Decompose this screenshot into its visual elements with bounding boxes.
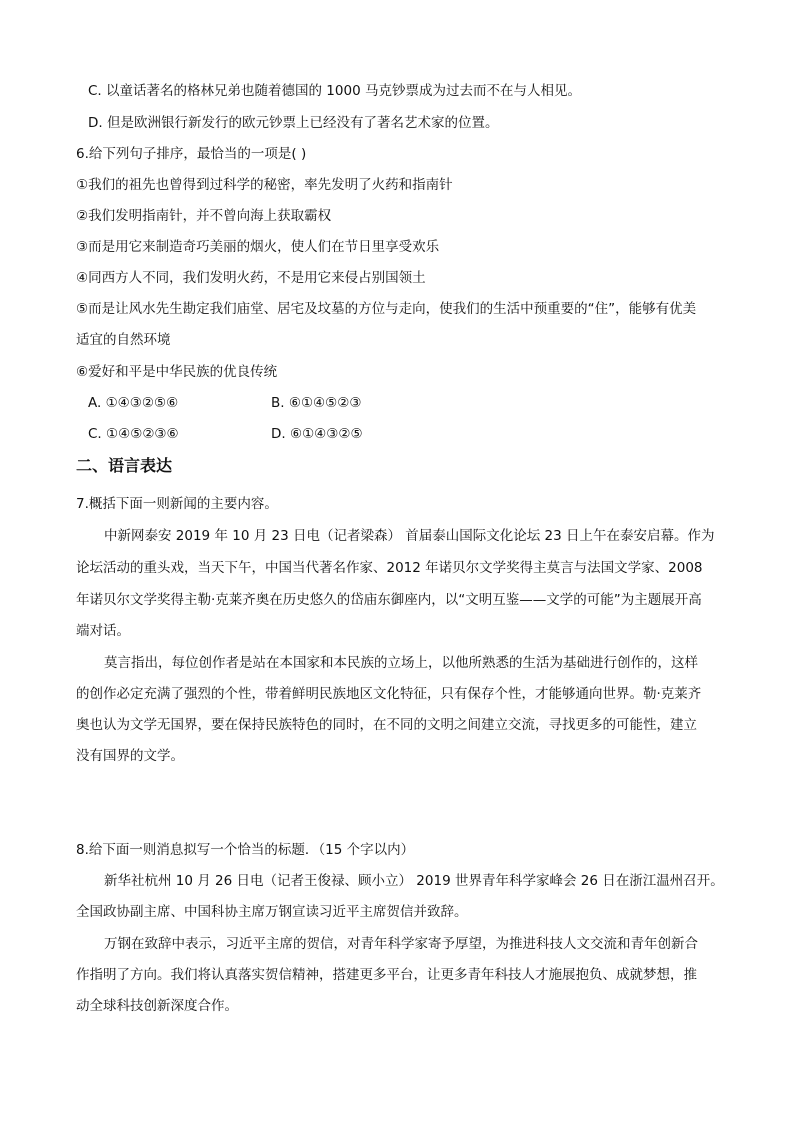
q8-p2-line-1: 万钢在致辞中表示，习近平主席的贺信，对青年科学家寄予厚望，为推进科技人文交流和青年创新合: [104, 936, 698, 952]
q7-p2-line-1: 莫言指出，每位创作者是站在本国家和本民族的立场上，以他所熟悉的生活为基础进行创作的，这样: [104, 655, 698, 671]
q8-p1-line-1: 新华社杭州 10 月 26 日电（记者王俊禄、顾小立） 2019 世界青年科学家峰会 26 日在浙江温州召开。: [104, 873, 724, 889]
q5-option-c: C. 以童话著名的格林兄弟也随着德国的 1000 马克钞票成为过去而不在与人相见。: [88, 83, 581, 99]
q7-p2-line-3: 奥也认为文学无国界，要在保持民族特色的同时，在不同的文明之间建立交流，寻找更多的可能性，建立: [76, 717, 697, 733]
section-title: 二、语言表达: [76, 456, 173, 475]
q6-sentence-6: ⑥爱好和平是中华民族的优良传统: [76, 364, 278, 380]
q6-option-d: D. ⑥①④③②⑤: [271, 426, 363, 442]
q6-stem: 6.给下列句子排序，最恰当的一项是( ): [76, 146, 307, 162]
q8-p2-line-2: 作指明了方向。我们将认真落实贺信精神，搭建更多平台，让更多青年科技人才施展抱负、成就梦想，推: [76, 967, 697, 983]
q6-sentence-2: ②我们发明指南针，并不曾向海上获取霸权: [76, 208, 332, 224]
q6-option-b: B. ⑥①④⑤②③: [271, 395, 362, 411]
q8-stem: 8.给下面一则消息拟写一个恰当的标题．（15 个字以内）: [76, 842, 415, 858]
q7-p1-line-4: 端对话。: [76, 623, 130, 639]
q7-p1-line-3: 年诺贝尔文学奖得主勒·克莱齐奥在历史悠久的岱庙东御座内，以“文明互鉴——文学的可能”为主题展开高: [76, 592, 702, 608]
q8-p2-line-3: 动全球科技创新深度合作。: [76, 998, 238, 1014]
q6-option-a: A. ①④③②⑤⑥: [88, 395, 179, 411]
q7-p2-line-2: 的创作必定充满了强烈的个性，带着鲜明民族地区文化特征，只有保存个性，才能够通向世界。勒·克莱齐: [76, 686, 702, 702]
q6-sentence-1: ①我们的祖先也曾得到过科学的秘密，率先发明了火药和指南针: [76, 177, 453, 193]
q7-p2-line-4: 没有国界的文学。: [76, 748, 184, 764]
q7-stem: 7.概括下面一则新闻的主要内容。: [76, 496, 278, 512]
q6-option-c: C. ①④⑤②③⑥: [88, 426, 179, 442]
q6-sentence-5-cont: 适宜的自然环境: [76, 332, 171, 348]
q7-p1-line-2: 论坛活动的重头戏，当天下午，中国当代著名作家、2012 年诺贝尔文学奖得主莫言与法国文学家、2008: [76, 560, 703, 576]
q6-sentence-3: ③而是用它来制造奇巧美丽的烟火，使人们在节日里享受欢乐: [76, 239, 440, 255]
q6-sentence-5: ⑤而是让风水先生勘定我们庙堂、居宅及坟墓的方位与走向，使我们的生活中预重要的“住”，能够有优美: [76, 301, 697, 317]
q7-p1-line-1: 中新网泰安 2019 年 10 月 23 日电（记者梁森） 首届泰山国际文化论坛 23 日上午在泰安启幕。作为: [104, 528, 715, 544]
q6-sentence-4: ④同西方人不同，我们发明火药，不是用它来侵占别国领土: [76, 270, 426, 286]
q8-p1-line-2: 全国政协副主席、中国科协主席万钢宣读习近平主席贺信并致辞。: [76, 904, 468, 920]
q5-option-d: D. 但是欧洲银行新发行的欧元钞票上已经没有了著名艺术家的位置。: [88, 115, 499, 131]
